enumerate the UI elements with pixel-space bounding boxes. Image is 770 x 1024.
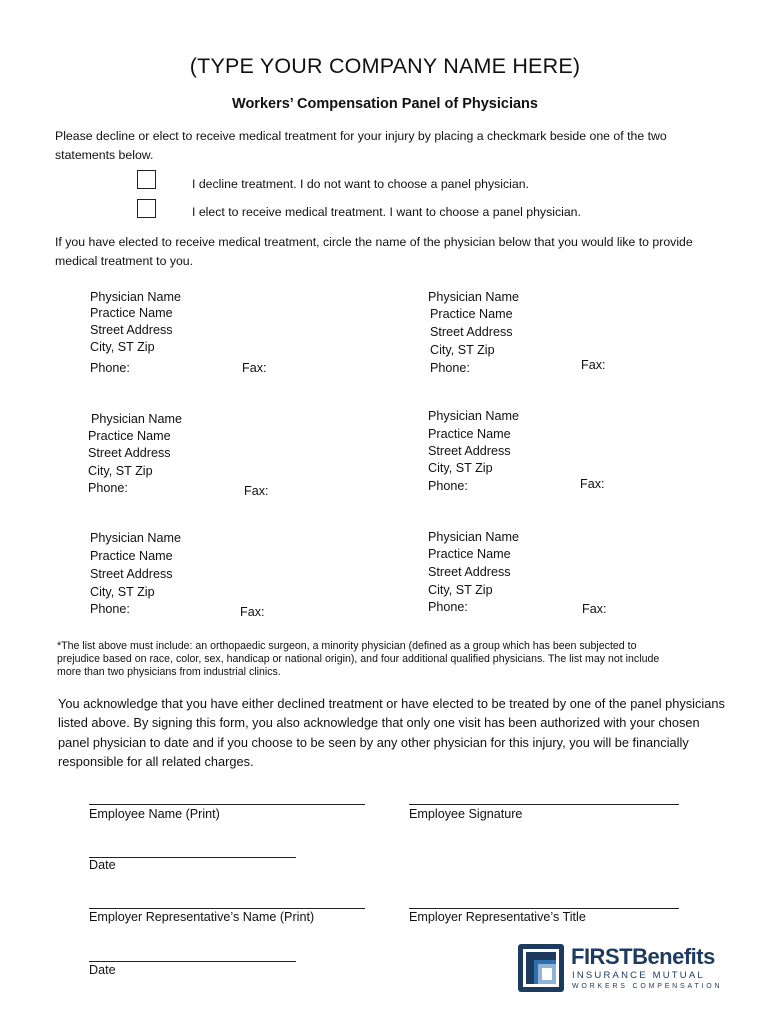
street-address: Street Address [88,446,171,460]
employer-rep-name-signature-line[interactable] [89,908,365,909]
practice-name: Practice Name [90,549,173,563]
employee-signature-label: Employee Signature [409,807,523,821]
logo-brand-second: Benefits [632,944,715,969]
logo-subtitle-insurance: INSURANCE MUTUAL [572,970,705,981]
acknowledgement-line2: listed above. By signing this form, you also acknowledge that only one visit has been authorized with your chosen [58,715,700,730]
city-state-zip: City, ST Zip [428,461,493,475]
footnote-line1: *The list above must include: an orthopaedic surgeon, a minority physician (defined as a group which has been subjected to [57,640,637,652]
date-signature-line[interactable] [89,857,296,858]
footnote-line3: more than two physicians from industrial clinics. [57,666,281,678]
date-label: Date [89,963,116,977]
fax-label: Fax: [244,484,269,498]
acknowledgement-line3: panel physician to date and if you choose to be seen by any other physician for this injury, you will be financially [58,735,689,750]
decline-checkbox[interactable] [137,170,156,189]
decline-option-label: I decline treatment. I do not want to choose a panel physician. [192,177,530,191]
date-signature-line[interactable] [89,961,296,962]
city-state-zip: City, ST Zip [428,583,493,597]
employer-rep-name-label: Employer Representative’s Name (Print) [89,910,315,924]
logo-brand-text [571,944,715,970]
city-state-zip: City, ST Zip [88,464,153,478]
instructions-line1: Please decline or elect to receive medical treatment for your injury by placing a checkmark beside one of the two [55,129,667,143]
physician-name: Physician Name [428,290,519,304]
street-address: Street Address [428,565,511,579]
form-title: Workers’ Compensation Panel of Physicians [232,96,538,112]
practice-name: Practice Name [428,547,511,561]
street-address: Street Address [90,567,173,581]
fax-label: Fax: [582,602,607,616]
physician-name: Physician Name [428,530,519,544]
elect-checkbox[interactable] [137,199,156,218]
practice-name: Practice Name [90,306,173,320]
logo-brand-first: FIRST [571,944,633,969]
street-address: Street Address [90,323,173,337]
physician-name: Physician Name [90,531,181,545]
employer-rep-title-signature-line[interactable] [409,908,679,909]
practice-name: Practice Name [428,427,511,441]
footnote-line2: prejudice based on race, color, sex, handicap or national origin), and four additional qualified physicians. The list may not include [57,653,660,665]
phone-label: Phone: [428,479,468,493]
circle-instructions-line1: If you have elected to receive medical treatment, circle the name of the physician below that you would like to provide [55,235,693,249]
first-benefits-logo-icon [518,944,564,992]
phone-label: Phone: [90,361,130,375]
acknowledgement-line1: You acknowledge that you have either declined treatment or have elected to be treated by one of the panel physicians [58,696,725,711]
city-state-zip: City, ST Zip [430,343,495,357]
fax-label: Fax: [581,358,606,372]
phone-label: Phone: [88,481,128,495]
phone-label: Phone: [428,600,468,614]
city-state-zip: City, ST Zip [90,585,155,599]
employee-signature-line[interactable] [409,804,679,805]
practice-name: Practice Name [88,429,171,443]
phone-label: Phone: [90,602,130,616]
city-state-zip: City, ST Zip [90,340,155,354]
physician-name: Physician Name [91,412,182,426]
street-address: Street Address [430,325,513,339]
street-address: Street Address [428,444,511,458]
fax-label: Fax: [580,477,605,491]
acknowledgement-line4: responsible for all related charges. [58,754,254,769]
employee-name-label: Employee Name (Print) [89,807,220,821]
logo-subtitle-workers-comp: WORKERS COMPENSATION [572,983,723,990]
instructions-line2: statements below. [55,148,154,162]
phone-label: Phone: [430,361,470,375]
company-name: (TYPE YOUR COMPANY NAME HERE) [189,54,581,78]
employer-rep-title-label: Employer Representative’s Title [409,910,586,924]
fax-label: Fax: [240,605,265,619]
practice-name: Practice Name [430,307,513,321]
fax-label: Fax: [242,361,267,375]
physician-name: Physician Name [428,409,519,423]
date-label: Date [89,858,116,872]
employee-name-signature-line[interactable] [89,804,365,805]
circle-instructions-line2: medical treatment to you. [55,254,194,268]
elect-option-label: I elect to receive medical treatment. I want to choose a panel physician. [192,205,581,219]
physician-name: Physician Name [90,290,181,304]
